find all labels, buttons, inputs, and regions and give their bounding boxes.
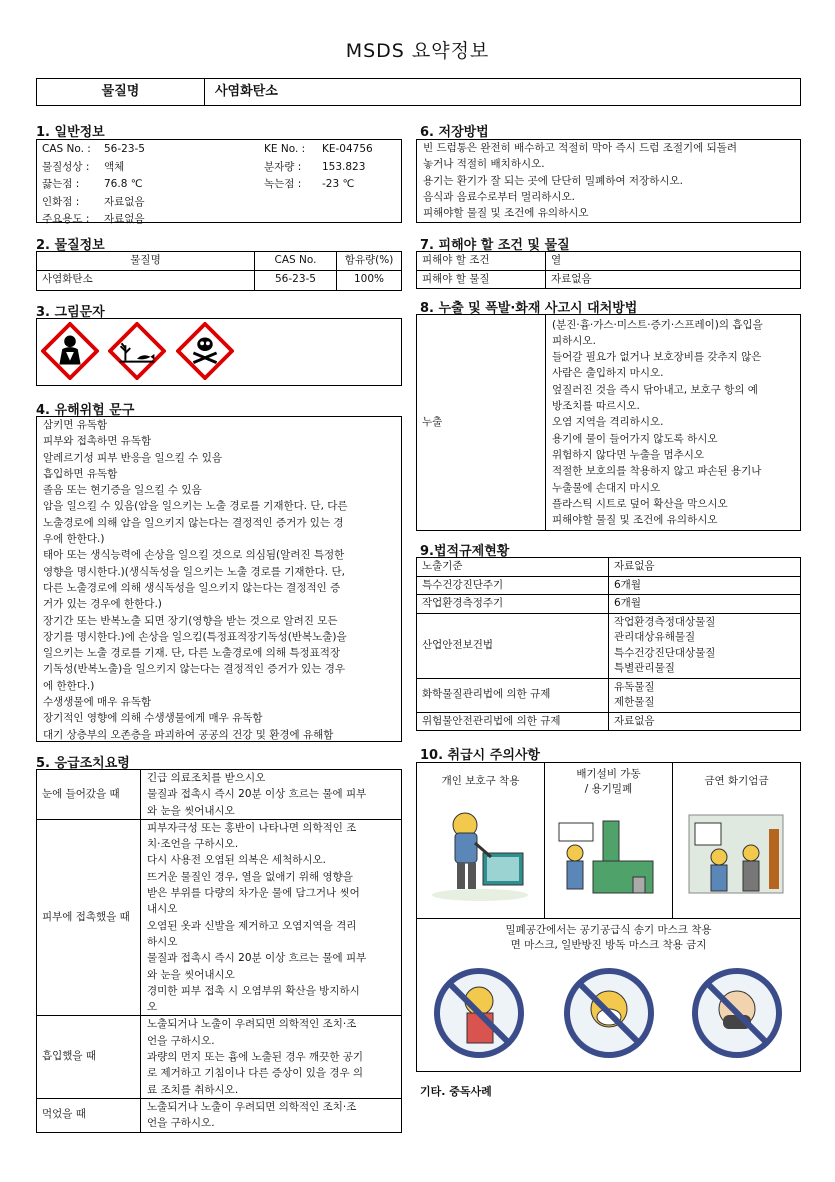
hazard-statement-line: 장기적인 영향에 의해 수생생물에게 매우 유독함	[43, 712, 263, 725]
col-header-cas: CAS No.	[255, 252, 337, 271]
ppe-panel	[417, 763, 545, 918]
mw-label: 분자량 :	[264, 160, 302, 173]
hazard-statements-box	[36, 416, 402, 742]
flash-value: 자료없음	[104, 195, 145, 208]
spill-measure-line: 방조치를 따르시오.	[552, 400, 640, 413]
state-label: 물질성상 :	[42, 160, 90, 173]
regulation-label: 화학물질관리법에 의한 규제	[417, 678, 609, 712]
section-7-heading: 7. 피해야 할 조건 및 물질	[420, 238, 570, 253]
first-aid-label: 눈에 들어갔을 때	[37, 770, 141, 820]
regulation-value: 유독물질	[614, 680, 655, 693]
hazard-statement-line: 흡입하면 유독함	[43, 467, 118, 480]
health-hazard-icon	[41, 322, 99, 380]
first-aid-line: 와 눈을 씻어내시오	[147, 968, 235, 981]
ventilation-caption-2: / 용기밀폐	[584, 783, 633, 795]
substance-name-cell: 사염화탄소	[37, 270, 255, 290]
regulation-label: 작업환경측정주기	[417, 595, 609, 614]
use-value: 자료없음	[104, 213, 145, 225]
section-4-heading: 4. 유해위험 문구	[36, 403, 135, 418]
regulation-row	[417, 712, 801, 731]
avoid-table	[416, 251, 801, 289]
spill-measure-line: 위험하지 않다면 누출을 멈추시오	[552, 448, 705, 461]
hazard-statement-line: 노출경로에 의해 암을 일으키지 않는다는 결정적인 증거가 있는 경	[43, 516, 344, 529]
first-aid-line: 언을 구하시오.	[147, 1034, 215, 1047]
regulation-table	[416, 557, 801, 731]
hazard-statement-line: 기독성(반복노출)을 일으키지 않는다는 결정적인 증거가 있는 경우	[43, 663, 346, 676]
general-info-box	[36, 139, 402, 223]
substance-cas-cell: 56-23-5	[255, 270, 337, 290]
spill-measure-line: 누출물에 손대지 마시오	[552, 481, 661, 494]
first-aid-line: 물질과 접촉시 즉시 20분 이상 흐르는 물에 피부	[147, 952, 367, 965]
spill-measure-line: 피해야할 물질 및 조건에 유의하시오	[552, 514, 718, 527]
handling-box	[416, 762, 801, 1072]
regulation-label: 산업안전보건법	[417, 613, 609, 678]
regulation-row	[417, 558, 801, 577]
spill-measure-line: 피하시오.	[552, 334, 596, 347]
storage-line: 음식과 음료수로부터 멀리하시오.	[423, 190, 576, 203]
hazard-statement-line: 장기간 또는 반복노출 되면 장기(영향을 받는 것으로 알려진 모든	[43, 614, 338, 627]
prohibited-mask-2-icon	[567, 971, 651, 1055]
hazard-statement-line: 대기 상층부의 오존층을 파괴하여 공공의 건강 및 환경에 유해함	[43, 728, 334, 741]
spill-measures	[546, 315, 801, 531]
storage-box	[416, 139, 801, 223]
regulation-label: 위험물안전관리법에 의한 규제	[417, 712, 609, 731]
ke-value: KE-04756	[322, 143, 373, 155]
regulation-value: 특별관리물질	[614, 662, 675, 674]
regulation-row	[417, 678, 801, 712]
first-aid-row	[37, 819, 402, 1016]
avoid-condition-value: 열	[546, 252, 801, 271]
first-aid-row	[37, 1016, 402, 1098]
mask-instruction-1: 밀폐공간에서는 공기공급식 송기 마스크 착용	[505, 924, 712, 936]
page-title: MSDS 요약정보	[345, 40, 490, 62]
first-aid-line: 와 눈을 씻어내시오	[147, 804, 235, 817]
first-aid-line: 오염된 옷과 신발을 제거하고 오염지역을 격리	[147, 919, 357, 932]
spill-measure-line: 오염 지역을 격리하시오.	[552, 416, 664, 429]
bp-label: 끓는점 :	[42, 178, 80, 190]
first-aid-table	[36, 769, 402, 1133]
regulation-row	[417, 595, 801, 614]
first-aid-line: 오	[147, 1001, 158, 1014]
first-aid-line: 물질과 접촉시 즉시 20분 이상 흐르는 물에 피부	[147, 788, 367, 801]
avoid-material-label: 피해야 할 물질	[417, 270, 546, 289]
first-aid-label: 피부에 접촉했을 때	[37, 819, 141, 1016]
hazard-statement-line: 일으키는 노출 경로를 기재. 단, 다른 노출경로에 의해 특정표적장	[43, 647, 341, 660]
substance-label: 물질명	[37, 79, 205, 105]
cas-value: 56-23-5	[104, 143, 145, 155]
ppe-caption: 개인 보호구 착용	[441, 775, 520, 787]
avoid-condition-label: 피해야 할 조건	[417, 252, 546, 271]
regulation-value: 자료없음	[614, 714, 655, 727]
no-smoking-caption: 금연 화기엄금	[704, 775, 769, 787]
no-smoking-illustration	[685, 809, 795, 909]
first-aid-line: 하시오	[147, 935, 178, 948]
first-aid-line: 로 제거하고 기침이나 다른 증상이 있을 경우 의	[147, 1067, 364, 1080]
section-10-heading: 10. 취급시 주의사항	[420, 748, 540, 763]
hazard-statement-line: 수생생물에 매우 유독함	[43, 696, 152, 709]
regulation-value: 관리대상유해물질	[614, 631, 696, 643]
environment-icon	[108, 322, 166, 380]
first-aid-label: 흡입했을 때	[37, 1016, 141, 1098]
spill-label: 누출	[417, 315, 546, 531]
substance-value: 사염화탄소	[215, 84, 278, 99]
hazard-statement-line: 우에 한한다.)	[43, 533, 105, 546]
state-value: 액체	[104, 160, 125, 173]
storage-line: 피해야할 물질 및 조건에 유의하시오	[423, 207, 589, 220]
skull-crossbones-icon	[176, 322, 234, 380]
regulation-row	[417, 576, 801, 595]
hazard-statement-line: 졸음 또는 현기증을 일으킬 수 있음	[43, 484, 202, 497]
hazard-statement-line: 삼키면 유독함	[43, 419, 108, 431]
ke-label: KE No. :	[264, 143, 306, 155]
first-aid-row	[37, 1098, 402, 1132]
avoid-material-value: 자료없음	[546, 270, 801, 289]
col-header-name: 물질명	[37, 252, 255, 271]
first-aid-line: 뜨거운 물질인 경우, 열을 없애기 위해 영향을	[147, 870, 353, 883]
prohibited-mask-1-icon	[437, 971, 521, 1055]
section-8-heading: 8. 누출 및 폭발·화재 사고시 대처방법	[420, 301, 638, 316]
hazard-statement-line: 장기를 명시한다.)에 손상을 일으킴(특정표적장기독성(반복노출)을	[43, 630, 347, 643]
spill-measure-line: 용기에 물이 들어가지 않도록 하시오	[552, 432, 718, 445]
use-label: 주요용도 :	[42, 213, 90, 225]
first-aid-line: 긴급 의료조치를 받으시오	[147, 772, 266, 784]
mp-value: -23 ℃	[322, 178, 355, 190]
ventilation-caption-1: 배기설비 가동	[576, 768, 641, 780]
hazard-statement-line: 알레르기성 피부 반응을 일으킬 수 있음	[43, 451, 222, 464]
flash-label: 인화점 :	[42, 195, 80, 208]
substance-pct-cell: 100%	[337, 270, 402, 290]
hazard-statement-line: 영향을 명시한다.)(생식독성을 일으키는 노출 경로를 기재한다. 단,	[43, 565, 345, 578]
mask-instruction-2: 면 마스크, 일반방진 방독 마스크 착용 금지	[510, 939, 707, 951]
first-aid-line: 언을 구하시오.	[147, 1117, 215, 1130]
no-smoking-panel	[673, 763, 800, 918]
first-aid-line: 치·조언을 구하시오.	[147, 838, 239, 851]
first-aid-label: 먹었을 때	[37, 1098, 141, 1132]
hazard-statement-line: 태아 또는 생식능력에 손상을 일으킬 것으로 의심됨(알려진 특정한	[43, 549, 345, 562]
first-aid-line: 과량의 먼지 또는 흄에 노출된 경우 깨끗한 공기	[147, 1051, 364, 1064]
section-1-heading: 1. 일반정보	[36, 125, 105, 140]
spill-measure-line: 엎질러진 것을 즉시 닦아내고, 보호구 항의 예	[552, 383, 758, 396]
mp-label: 녹는점 :	[264, 178, 302, 190]
regulation-row	[417, 613, 801, 678]
first-aid-line: 경미한 피부 접촉 시 오염부위 확산을 방지하시	[147, 984, 360, 997]
first-aid-line: 노출되거나 노출이 우려되면 의학적인 조치·조	[147, 1100, 357, 1113]
regulation-label: 특수건강진단주기	[417, 576, 609, 595]
first-aid-line: 받은 부위를 다량의 차가운 물에 담그거나 씻어	[147, 887, 360, 900]
other-note: 기타. 중독사례	[420, 1085, 492, 1098]
storage-line: 빈 드럼통은 완전히 배수하고 적절히 막아 즉시 드럼 조절기에 되돌려	[423, 142, 738, 154]
ventilation-panel	[545, 763, 673, 918]
regulation-value: 6개월	[614, 597, 641, 609]
hazard-statement-line: 에 한한다.)	[43, 679, 95, 692]
hazard-statement-line: 거가 있는 경우에 한한다.)	[43, 598, 162, 611]
ventilation-illustration	[553, 811, 663, 911]
spill-measure-line: (분진·흄·가스·미스트·증기·스프레이)의 흡입을	[552, 318, 763, 331]
first-aid-line: 다시 사용전 오염된 의복은 세척하시오.	[147, 854, 326, 867]
hazard-statement-line: 암을 일으킬 수 있음(암을 일으키는 노출 경로를 기재한다. 단, 다른	[43, 500, 348, 513]
worker-ppe-illustration	[425, 803, 535, 903]
section-2-heading: 2. 물질정보	[36, 238, 105, 253]
first-aid-row	[37, 770, 402, 820]
mask-illustrations	[417, 961, 800, 1071]
prohibited-mask-3-icon	[695, 971, 779, 1055]
regulation-value: 작업환경측정대상물질	[614, 615, 716, 628]
substance-info-table	[36, 251, 402, 291]
regulation-value: 제한물질	[614, 696, 655, 708]
regulation-value: 자료없음	[614, 560, 655, 572]
section-3-heading: 3. 그림문자	[36, 305, 105, 320]
first-aid-line: 내시오	[147, 903, 178, 916]
section-9-heading: 9.법적규제현황	[420, 544, 510, 559]
substance-name-bar	[36, 78, 801, 106]
spill-measure-line: 들어갈 필요가 없거나 보호장비를 갖추지 않은	[552, 351, 762, 364]
storage-line: 용기는 환기가 잘 되는 곳에 단단히 밀폐하여 저장하시오.	[423, 174, 683, 187]
spill-measure-line: 사람은 출입하지 마시오.	[552, 367, 664, 380]
section-6-heading: 6. 저장방법	[420, 125, 489, 140]
pictogram-box	[36, 318, 402, 386]
spill-measure-line: 플라스틱 시트로 덮어 확산을 막으시오	[552, 497, 728, 510]
regulation-value: 6개월	[614, 578, 641, 591]
spill-table	[416, 314, 801, 531]
regulation-value: 특수건강진단대상물질	[614, 646, 716, 659]
mw-value: 153.823	[322, 160, 366, 173]
first-aid-line: 피부자극성 또는 홍반이 나타나면 의학적인 조	[147, 821, 357, 834]
spill-measure-line: 적절한 보호의를 착용하지 않고 파손된 용기나	[552, 465, 762, 478]
first-aid-line: 료 조치를 취하시오.	[147, 1083, 239, 1096]
first-aid-line: 노출되거나 노출이 우려되면 의학적인 조치·조	[147, 1018, 357, 1031]
hazard-statement-line: 피부와 접촉하면 유독함	[43, 435, 152, 448]
storage-line: 놓거나 적절히 배치하시오.	[423, 158, 545, 171]
section-5-heading: 5. 응급조치요령	[36, 756, 130, 771]
col-header-pct: 함유량(%)	[337, 252, 402, 271]
regulation-label: 노출기준	[417, 558, 609, 577]
bp-value: 76.8 ℃	[104, 178, 143, 190]
hazard-statement-line: 다른 노출경로에 의해 생식독성을 일으키지 않는다는 결정적인 증	[43, 581, 341, 594]
cas-label: CAS No. :	[42, 143, 91, 155]
